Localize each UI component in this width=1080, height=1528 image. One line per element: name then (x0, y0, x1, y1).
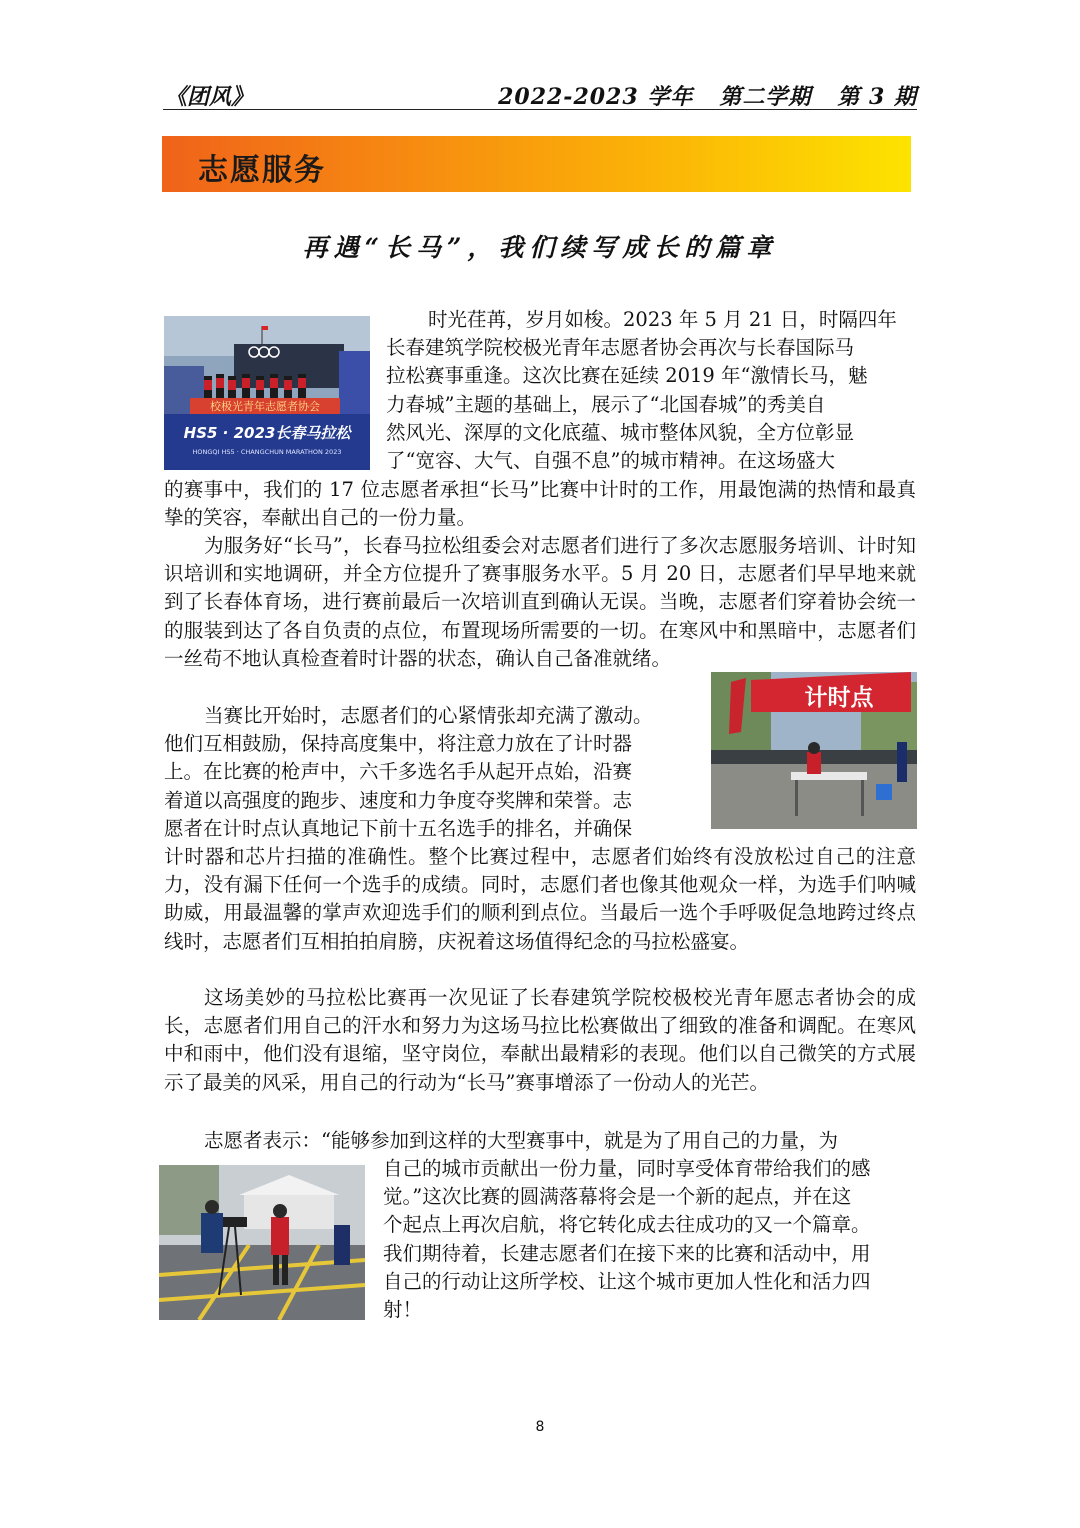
paragraph-5-line-6: 自己的行动让这所学校、让这个城市更加人性化和活力四 (383, 1269, 871, 1293)
photo1-board-text: HS5 · 2023长春马拉松 (183, 424, 351, 442)
paragraph-5-line-5: 我们期待着，长建志愿者们在接下来的比赛和活动中，用 (383, 1241, 871, 1265)
paragraph-3-tail: 计时器和芯片扫描的准确性。整个比赛过程中，志愿者们始终有没放松过自己的注意力，没有漏下任何一个选手的成绩。同时，志愿们者也像其他观众一样，为选手们呐喊助威，用最温馨的掌声欢迎选手们的顺利到点位。当最后一选个手呼吸促急地跨过终点线时，志愿者们互相拍拍肩膀，庆祝着这场值得纪念的马拉松盛宴。 (164, 845, 916, 953)
photo-volunteers-group (164, 316, 370, 470)
page-number: 8 (535, 1419, 545, 1435)
header-rule (163, 109, 917, 110)
paragraph-3-line-1: 当赛比开始时，志愿者们的心紧情张却充满了激动。 (204, 704, 653, 727)
section-title: 志愿服务 (198, 153, 326, 188)
paragraph-3-wrap (164, 702, 704, 843)
paragraph-1-line-6: 了“宽容、大气、自强不息”的城市精神。在这场盛大 (386, 449, 835, 473)
photo1-banner-text: 校极光青年志愿者协会 (210, 400, 320, 413)
paragraph-1-line-1: 时光荏苒，岁月如梭。2023 年 5 月 21 日，时隔四年 (428, 308, 897, 331)
paragraph-5-wrap (383, 1155, 917, 1324)
photo1-sub-text: HONGQI HS5 · CHANGCHUN MARATHON 2023 (192, 448, 342, 456)
paragraph-5-line-3: 觉。”这次比赛的圆满落幕将会是一个新的起点，并在这 (383, 1185, 852, 1209)
issue-number: 第 3 期 (837, 84, 917, 110)
paragraph-4: 这场美妙的马拉松比赛再一次见证了长春建筑学院校极校光青年愿志者协会的成长，志愿者们用自己的汗水和努力为这场马拉比松赛做出了细致的准备和调配。在寒风中和雨中，他们没有退缩，坚守岗位，奉献出最精彩的表现。他们以自己微笑的方式展示了最美的风采，用自己的行动为“长马”赛事增添了一份动人的光芒。 (164, 986, 916, 1094)
section-banner (162, 136, 911, 192)
paragraph-1-line-5: 然风光、深厚的文化底蕴、城市整体风貌，全方位彰显 (386, 420, 855, 444)
paragraph-5-line-4: 个起点上再次启航，将它转化成去往成功的又一个篇章。 (383, 1213, 871, 1237)
issue-info (498, 80, 917, 111)
paragraph-3-line-5: 愿者在计时点认真地记下前十五名选手的排名，并确保 (164, 816, 633, 840)
paragraph-3-line-4: 着道以高强度的跑步、速度和力争度夺奖牌和荣誉。志 (164, 788, 633, 812)
photo2-sign-text: 计时点 (804, 685, 874, 711)
paragraph-1-line-4: 力春城”主题的基础上，展示了“北国春城”的秀美自 (386, 392, 826, 416)
paragraph-5-first-line: 志愿者表示：“能够参加到这样的大型赛事中，就是为了用自己的力量，为 (204, 1129, 838, 1152)
paragraph-1-line-2: 长春建筑学院校极光青年志愿者协会再次与长春国际马 (386, 336, 855, 360)
paragraph-3-line-2: 他们互相鼓励，保持高度集中，将注意力放在了计时器 (164, 732, 633, 756)
paragraph-1-line-3: 拉松赛事重逢。这次比赛在延续 2019 年“激情长马，魅 (386, 364, 868, 388)
photo-timing-point (711, 672, 917, 829)
semester: 第二学期 (719, 84, 812, 110)
publication-name: 《团风》 (165, 84, 254, 110)
photo-interview (159, 1165, 365, 1320)
paragraph-5-line-7: 射！ (383, 1298, 423, 1322)
paragraph-1-wrap (386, 306, 916, 475)
paragraph-3-line-3: 上。在比赛的枪声中，六千多选名手从起开点始，沿赛 (164, 760, 633, 784)
academic-year: 2022-2023 学年 (498, 84, 694, 110)
article-title: 再遇“长马”，我们续写成长的篇章 (302, 233, 778, 262)
paragraph-2: 为服务好“长马”，长春马拉松组委会对志愿者们进行了多次志愿服务培训、计时知识培训和实地调研，并全方位提升了赛事服务水平。5 月 20 日，志愿者们早早地来就到了长春体育场，进行赛前最后一次培训直到确认无误。当晚，志愿者们穿着协会统一的服装到达了各自负责的点位，布置现场所需要的一切。在寒风中和黑暗中，志愿者们一丝苟不地认真检查着时计器的状态，确认自己备准就绪。 (164, 534, 916, 670)
paragraph-5-line-2: 自己的城市贡献出一份力量，同时享受体育带给我们的感 (383, 1157, 871, 1180)
paragraph-1-tail: 的赛事中，我们的 17 位志愿者承担“长马”比赛中计时的工作，用最饱满的热情和最真挚的笑容，奉献出自己的一份力量。 (164, 478, 916, 530)
